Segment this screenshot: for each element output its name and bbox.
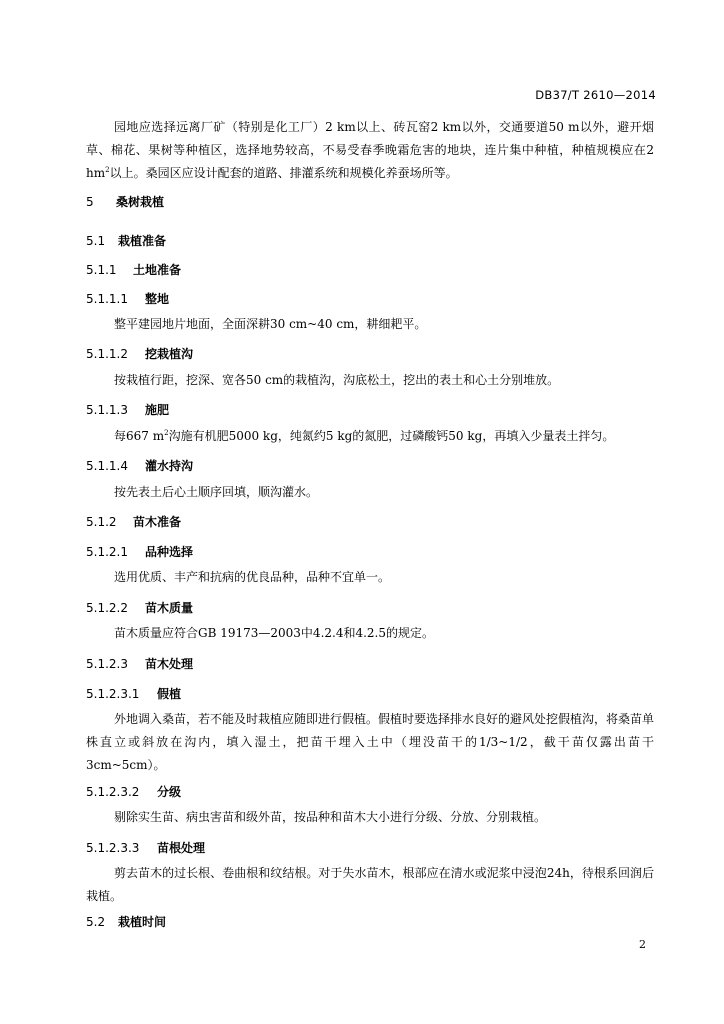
section-heading-5-1-2-1 <box>86 544 193 560</box>
section-title: 分级 <box>157 785 182 799</box>
fertilizer-text-before: 每667 m <box>114 429 165 443</box>
section-number: 5.1.2.3.2 <box>86 785 140 799</box>
paragraph-5-1-1-1: 整平建园地片地面，全面深耕30 cm~40 cm，耕细耙平。 <box>114 317 427 331</box>
section-title: 施肥 <box>145 403 170 417</box>
intro-text-before: 园地应选择远离厂矿（特别是化工厂）2 km以上、砖瓦窑2 km以外，交通要道50 m以外，避开烟草、棉花、果树等种植区，选择地势较高，不易受春季晚霜危害的地块，连片集中种植，种植规模应在2 hm <box>86 120 654 180</box>
section-title: 苗木质量 <box>145 601 194 615</box>
section-heading-5-1-1-2 <box>86 346 193 362</box>
document-code: DB37/T 2610—2014 <box>535 88 656 102</box>
section-heading-5-1-2-3 <box>86 656 193 672</box>
section-number: 5.1.1 <box>86 263 117 277</box>
section-number: 5.1.2.3.3 <box>86 841 140 855</box>
section-title: 整地 <box>145 292 170 306</box>
section-title: 品种选择 <box>145 545 194 559</box>
paragraph-5-1-1-3 <box>86 425 654 448</box>
paragraph-5-1-1-2: 按栽植行距，挖深、宽各50 cm的栽植沟，沟底松土，挖出的表土和心土分别堆放。 <box>114 373 560 387</box>
intro-paragraph <box>86 116 654 185</box>
section-heading-5-1-2-2 <box>86 600 193 616</box>
section-number: 5.1.2.3 <box>86 657 128 671</box>
section-title: 土地准备 <box>133 263 182 277</box>
paragraph-5-1-2-3-2: 剔除实生苗、病虫害苗和级外苗，按品种和苗木大小进行分级、分放、分别栽植。 <box>114 810 547 824</box>
section-heading-5-1-2-3-2 <box>86 784 181 800</box>
section-number: 5.1.2.3.1 <box>86 687 140 701</box>
paragraph-5-1-1-4: 按先表土后心土顺序回填，顺沟灌水。 <box>114 485 319 499</box>
section-title: 灌水持沟 <box>145 459 194 473</box>
section-number: 5.1.1.4 <box>86 459 128 473</box>
section-heading-5-1-2 <box>86 514 181 530</box>
section-number: 5.1 <box>86 234 106 248</box>
section-number: 5.1.2.2 <box>86 601 128 615</box>
section-number: 5.1.2.1 <box>86 545 128 559</box>
fertilizer-text-after: 沟施有机肥5000 kg，纯氮约5 kg的氮肥，过磷酸钙50 kg，再填入少量表土拌匀。 <box>168 429 615 443</box>
area-superscript: 2 <box>164 429 169 437</box>
section-number: 5.1.1.2 <box>86 347 128 361</box>
section-title: 假植 <box>157 687 182 701</box>
section-heading-5 <box>86 194 164 210</box>
section-title: 桑树栽植 <box>116 195 165 209</box>
paragraph-5-1-2-2: 苗木质量应符合GB 19173—2003中4.2.4和4.2.5的规定。 <box>114 626 434 640</box>
page-number: 2 <box>639 938 646 951</box>
section-title: 栽植时间 <box>118 915 167 929</box>
section-heading-5-1-1-3 <box>86 402 169 418</box>
section-number: 5.2 <box>86 915 106 929</box>
paragraph-5-1-2-3-1: 外地调入桑苗，若不能及时栽植应随即进行假植。假植时要选择排水良好的避风处挖假植沟，将桑苗单株直立或斜放在沟内，填入湿土，把苗干埋入土中（埋没苗干的1/3~1/2，截干苗仅露出苗干3cm~5cm）。 <box>86 712 655 772</box>
section-title: 苗木处理 <box>145 657 194 671</box>
section-heading-5-1-2-3-3 <box>86 840 205 856</box>
intro-text-after: 以上。桑园区应设计配套的道路、排灌系统和规模化养蚕场所等。 <box>109 166 458 180</box>
section-number: 5 <box>86 195 94 209</box>
section-heading-5-1-1-4 <box>86 458 193 474</box>
section-title: 苗木准备 <box>133 515 182 529</box>
section-heading-5-1-1 <box>86 262 181 278</box>
section-title: 栽植准备 <box>118 234 167 248</box>
section-heading-5-1-2-3-1 <box>86 686 181 702</box>
section-title: 挖栽植沟 <box>145 347 194 361</box>
paragraph-5-1-2-1: 选用优质、丰产和抗病的优良品种，品种不宜单一。 <box>114 570 391 584</box>
section-heading-5-1 <box>86 233 166 249</box>
section-number: 5.1.1.1 <box>86 292 128 306</box>
section-number: 5.1.2 <box>86 515 117 529</box>
section-heading-5-1-1-1 <box>86 291 169 307</box>
intro-superscript: 2 <box>105 166 110 174</box>
paragraph-5-1-2-3-3: 剪去苗木的过长根、卷曲根和纹结根。对于失水苗木，根部应在清水或泥浆中浸泡24h，待根系回润后栽植。 <box>86 866 654 903</box>
section-title: 苗根处理 <box>157 841 206 855</box>
section-heading-5-2 <box>86 914 166 930</box>
section-number: 5.1.1.3 <box>86 403 128 417</box>
